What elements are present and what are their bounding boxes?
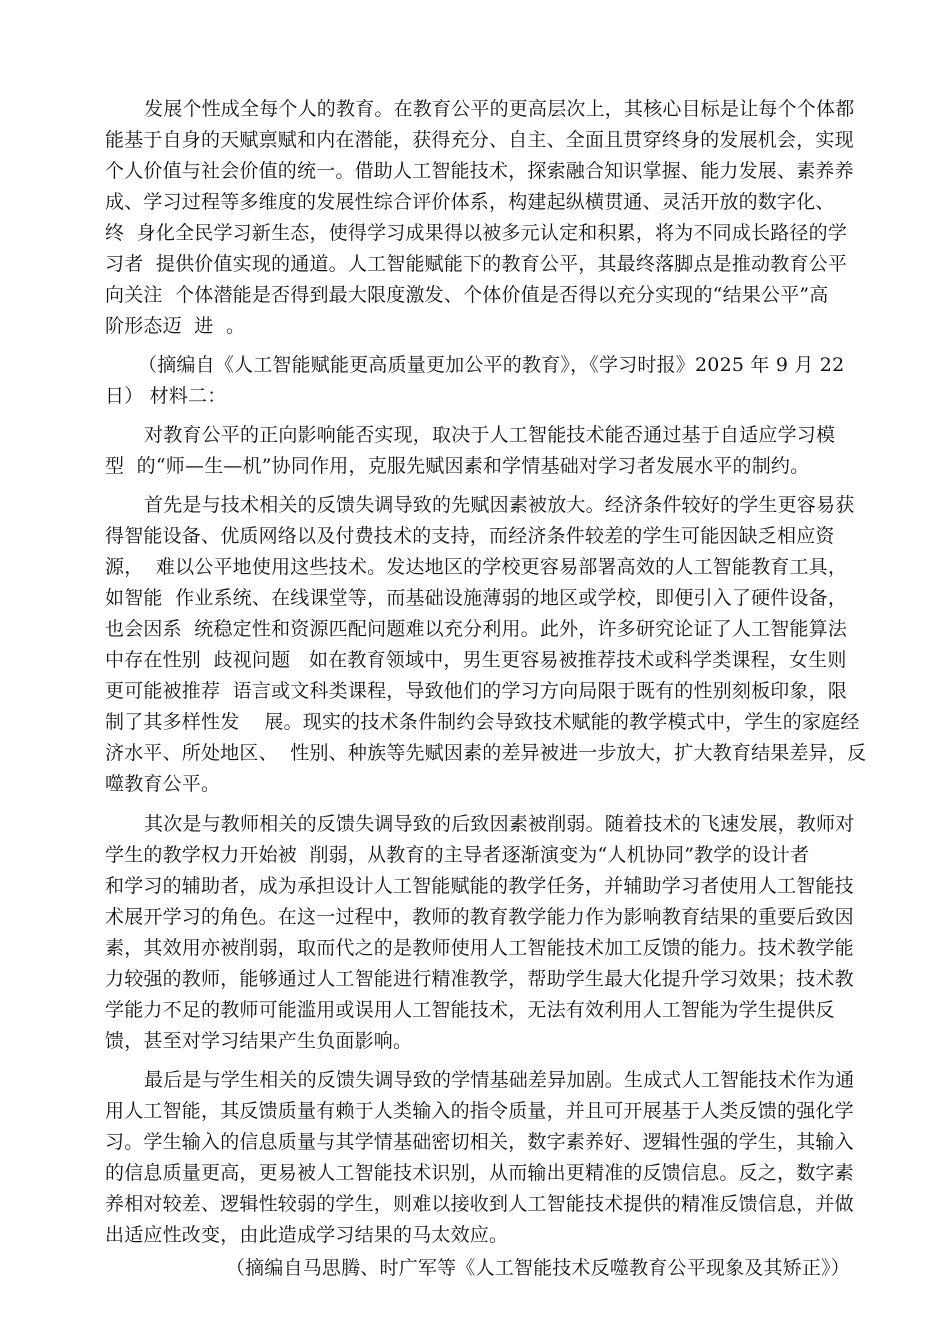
paragraph-line: 其次是与教师相关的反馈失调导致的后致因素被削弱。随着技术的飞速发展，教师对 [144,813,855,835]
paragraph-line: 力较强的教师，能够通过人工智能进行精准教学，帮助学生最大化提升学习效果；技术教 [105,968,854,990]
paragraph-line: 得智能设备、优质网络以及付费技术的支持，而经济条件较差的学生可能因缺乏相应资 [105,525,835,547]
paragraph-line: 最后是与学生相关的反馈失调导致的学情基础差异加剧。生成式人工智能技术作为通 [144,1069,855,1091]
paragraph-line: 习者 提供价值实现的通道。人工智能赋能下的教育公平，其最终落脚点是推动教育公平 [105,253,848,275]
paragraph-line: 养相对较差、逻辑性较弱的学生，则难以接收到人工智能技术提供的精准反馈信息，并做 [105,1193,854,1215]
paragraph-line: 学生的教学权力开始被 削弱，从教育的主导者逐渐演变为“人机协同”教学的设计者 [105,844,810,866]
paragraph-line: 制了其多样性发 展。现实的技术条件制约会导致技术赋能的教学模式中，学生的家庭经 [105,711,860,733]
paragraph-line: 终 身化全民学习新生态，使得学习成果得以被多元认定和积累，将为不同成长路径的学 [105,222,848,244]
paragraph-line: 更可能被推荐 语言或文科类课程，导致他们的学习方向局限于既有的性别刻板印象，限 [105,680,848,702]
paragraph-line: 学能力不足的教师可能滥用或误用人工智能技术，无法有效利用人工智能为学生提供反 [105,999,835,1021]
paragraph-line: 首先是与技术相关的反馈失调导致的先赋因素被放大。经济条件较好的学生更容易获 [144,494,855,516]
paragraph-line: 个人价值与社会价值的统一。借助人工智能技术，探索融合知识掌握、能力发展、素养养 [105,160,854,182]
paragraph-line: 能基于自身的天赋禀赋和内在潜能，获得充分、自主、全面且贯穿终身的发展机会，实现 [105,129,854,151]
paragraph-line: 成、学习过程等多维度的发展性综合评价体系，构建起纵横贯通、灵活开放的数字化、 [105,191,835,213]
paragraph-line: 出适应性改变，由此造成学习结果的马太效应。 [105,1224,509,1246]
paragraph-line: 素，其效用亦被削弱，取而代之的是教师使用人工智能技术加工反馈的能力。技术教学能 [105,937,854,959]
paragraph-line: 馈，甚至对学习结果产生负面影响。 [105,1030,413,1052]
paragraph-line: 如智能 作业系统、在线课堂等，而基础设施薄弱的地区或学校，即便引入了硬件设备， [105,587,848,609]
paragraph-line: 也会因系 统稳定性和资源匹配问题难以充分利用。此外，许多研究论证了人工智能算法 [105,618,848,640]
citation-line: （摘编自《人工智能赋能更高质量更加公平的教育》，《学习时报》2025 年 9 月 22 [138,354,845,376]
citation-2: （摘编自马思腾、时广军等《人工智能技术反噬教育公平现象及其矫正》） [225,1257,850,1279]
paragraph-line: 术展开学习的角色。在这一过程中，教师的教育教学能力作为影响教育结果的重要后致因 [105,906,854,928]
paragraph-line: 源， 难以公平地使用这些技术。发达地区的学校更容易部署高效的人工智能教育工具， [105,556,848,578]
paragraph-line: 济水平、所处地区、 性别、种族等先赋因素的差异被进一步放大，扩大教育结果差异，反 [105,742,867,764]
paragraph-line: 对教育公平的正向影响能否实现，取决于人工智能技术能否通过基于自适应学习模 [144,424,836,446]
paragraph-line: 发展个性成全每个人的教育。在教育公平的更高层次上，其核心目标是让每个个体都 [144,98,855,120]
paragraph-line: 向关注 个体潜能是否得到最大限度激发、个体价值是否得以充分实现的“结果公平”高 [105,284,829,306]
citation-line: 日） 材料二： [105,385,227,407]
paragraph-line: 习。学生输入的信息质量与其学情基础密切相关，数字素养好、逻辑性强的学生，其输入 [105,1131,854,1153]
paragraph-line: 型 的“师—生—机”协同作用，克服先赋因素和学情基础对学习者发展水平的制约。 [105,455,810,477]
paragraph-line: 用人工智能，其反馈质量有赖于人类输入的指令质量，并且可开展基于人类反馈的强化学 [105,1100,854,1122]
paragraph-line: 中存在性别 歧视问题 如在教育领域中，男生更容易被推荐技术或科学类课程，女生则 [105,649,847,671]
paragraph-line: 阶形态迈 进 。 [105,315,246,337]
paragraph-line: 和学习的辅助者，成为承担设计人工智能赋能的教学任务，并辅助学习者使用人工智能技 [105,875,854,897]
paragraph-line: 的信息质量更高，更易被人工智能技术识别，从而输出更精准的反馈信息。反之，数字素 [105,1162,854,1184]
paragraph-line: 噬教育公平。 [105,773,221,795]
